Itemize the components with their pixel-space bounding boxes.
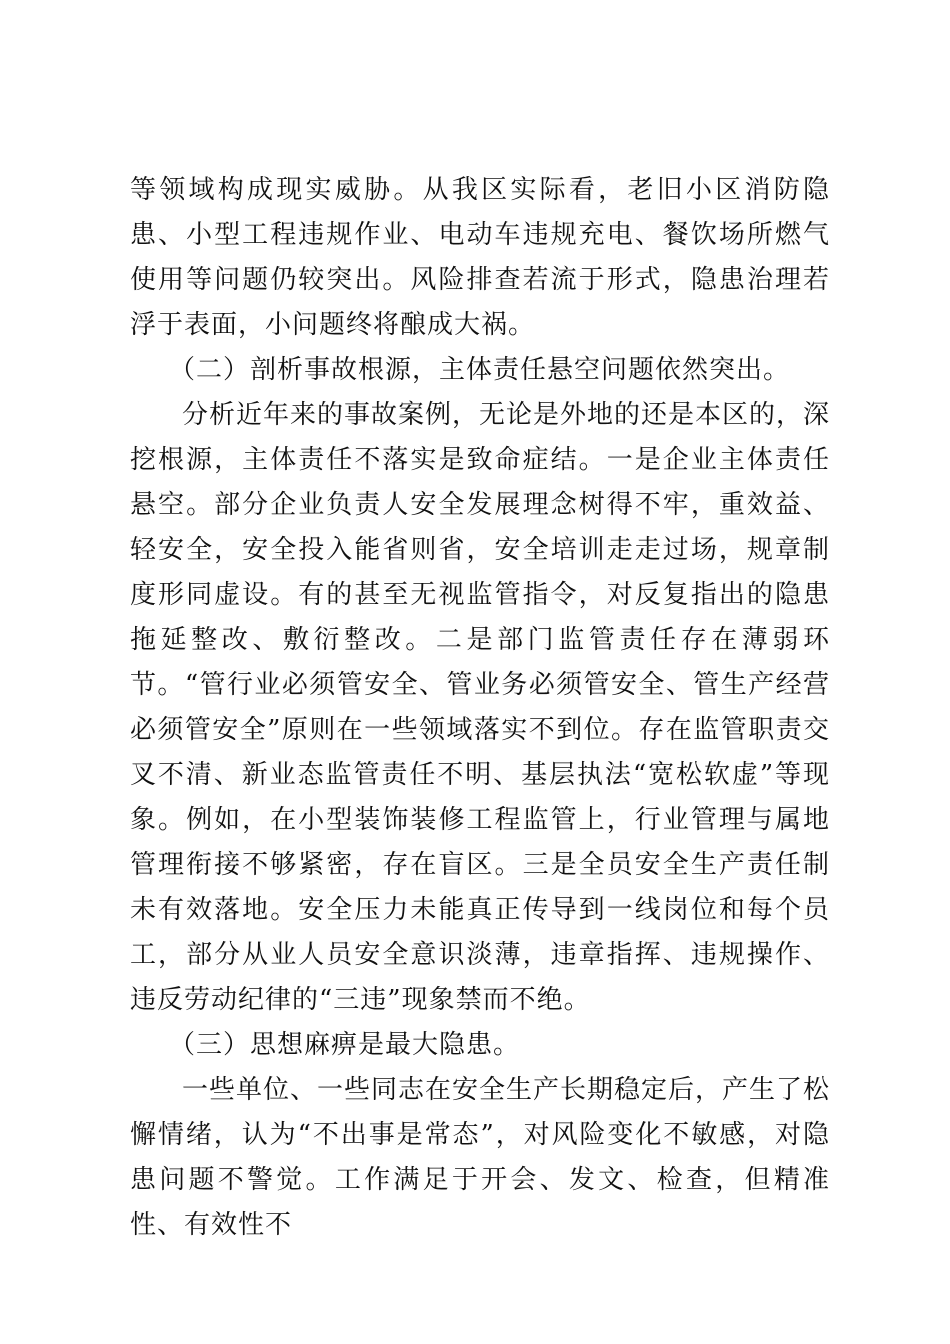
section-heading-three: （三）思想麻痹是最大隐患。 — [169, 1030, 521, 1060]
section-heading-two: （二）剖析事故根源，主体责任悬空问题依然突出。 — [169, 355, 791, 385]
paragraph-complacency: 一些单位、一些同志在安全生产长期稳定后，产生了松懈情绪，认为“不出事是常态”，对风险变化不敏感，对隐患问题不警觉。工作满足于开会、发文、检查，但精准性、有效性不 — [130, 1075, 831, 1240]
paragraph-accident-analysis: 分析近年来的事故案例，无论是外地的还是本区的，深挖根源，主体责任不落实是致命症结。一是企业主体责任悬空。部分企业负责人安全发展理念树得不牢，重效益、轻安全，安全投入能省则省，安全培训走走过场，规章制度形同虚设。有的甚至无视监管指令，对反复指出的隐患拖延整改、敷衍整改。二是部门监管责任存在薄弱环节。“管行业必须管安全、管业务必须管安全、管生产经营必须管安全”原则在一些领域落实不到位。存在监管职责交叉不清、新业态监管责任不明、基层执法“宽松软虚”等现象。例如，在小型装饰装修工程监管上，行业管理与属地管理衔接不够紧密，存在盲区。三是全员安全生产责任制未有效落地。安全压力未能真正传导到一线岗位和每个员工，部分从业人员安全意识淡薄，违章指挥、违规操作、违反劳动纪律的“三违”现象禁而不绝。 — [130, 400, 831, 1015]
paragraph-continuation: 等领域构成现实威胁。从我区实际看，老旧小区消防隐患、小型工程违规作业、电动车违规充电、餐饮场所燃气使用等问题仍较突出。风险排查若流于形式，隐患治理若浮于表面，小问题终将酿成大祸。 — [130, 175, 830, 340]
document-body — [130, 168, 830, 1248]
